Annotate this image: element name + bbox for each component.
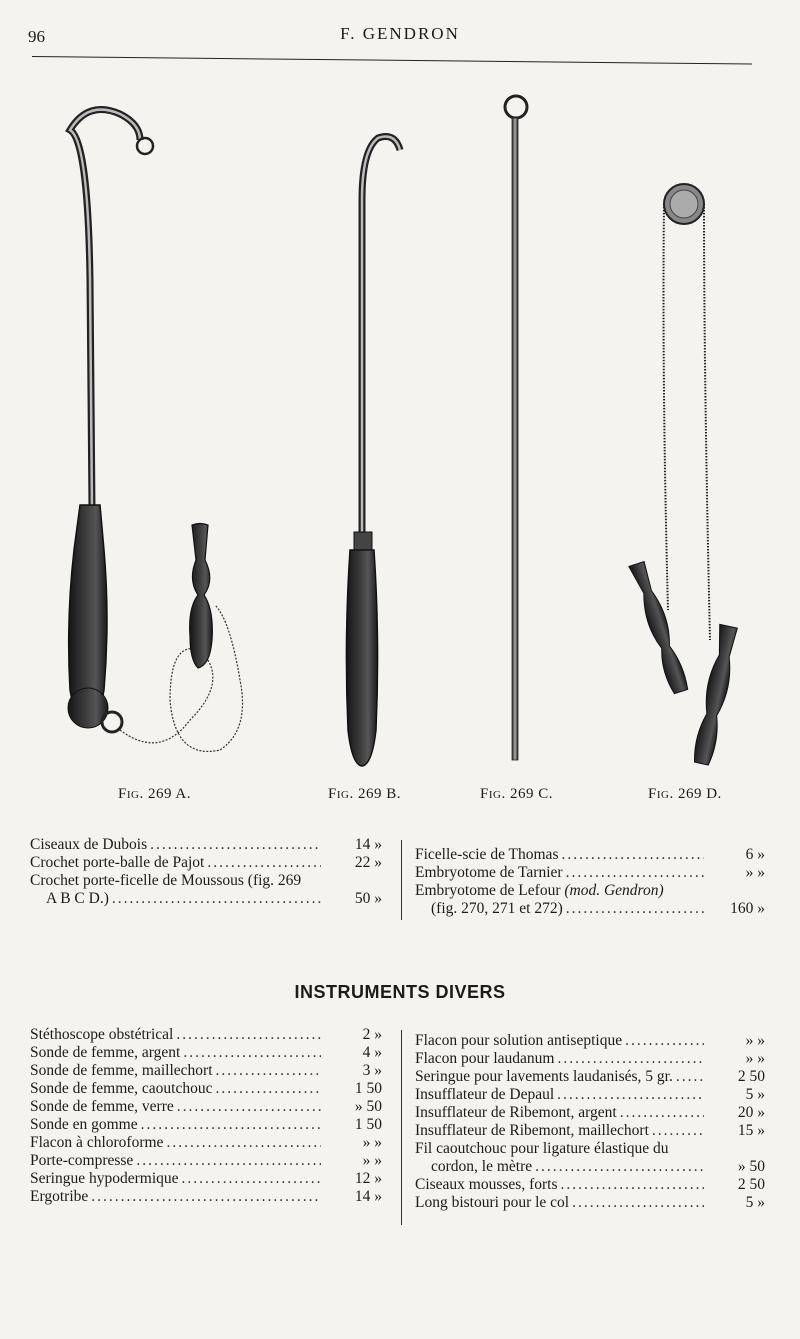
running-title: F. GENDRON bbox=[340, 24, 460, 43]
column-divider bbox=[401, 1030, 402, 1225]
list-item: cordon, le mètre ..... » 50 bbox=[415, 1158, 765, 1176]
list-item: Seringue pour lavements laudanisés, 5 gr. ..... 2 50 bbox=[415, 1068, 765, 1086]
list-item: Embryotome de Tarnier ..... » » bbox=[415, 864, 765, 882]
list-item: Crochet porte-balle de Pajot ..... 22 » bbox=[30, 854, 382, 872]
top-catalog-right bbox=[415, 846, 765, 918]
figure-caption-c: Fig. 269 C. bbox=[480, 786, 553, 802]
header-rule bbox=[32, 56, 752, 65]
list-item: Sonde de femme, argent ..... 4 » bbox=[30, 1044, 382, 1062]
list-item: A B C D.) ..... 50 » bbox=[30, 890, 382, 908]
list-item: Ciseaux mousses, forts ..... 2 50 bbox=[415, 1176, 765, 1194]
list-item: Sonde de femme, caoutchouc ..... 1 50 bbox=[30, 1080, 382, 1098]
page-number: 96 bbox=[28, 27, 45, 46]
list-item: Insufflateur de Ribemont, maillechort ..... 15 » bbox=[415, 1122, 765, 1140]
list-item: Crochet porte-ficelle de Moussous (fig. 269 bbox=[30, 872, 302, 889]
list-item: Ergotribe ..... 14 » bbox=[30, 1188, 382, 1206]
list-item: Stéthoscope obstétrical ..... 2 » bbox=[30, 1026, 382, 1044]
list-item: Embryotome de Lefour (mod. Gendron) bbox=[415, 882, 664, 899]
list-item: (fig. 270, 271 et 272) ..... 160 » bbox=[415, 900, 765, 918]
bottom-catalog-right bbox=[415, 1032, 765, 1212]
list-item: Sonde de femme, verre ..... » 50 bbox=[30, 1098, 382, 1116]
list-item: Insufflateur de Ribemont, argent ..... 20 » bbox=[415, 1104, 765, 1122]
column-divider bbox=[401, 840, 402, 920]
list-item: Sonde de femme, maillechort ..... 3 » bbox=[30, 1062, 382, 1080]
list-item: Sonde en gomme ..... 1 50 bbox=[30, 1116, 382, 1134]
probe-instrument-icon bbox=[505, 96, 527, 760]
hook-instrument-icon bbox=[68, 110, 243, 752]
list-item: Ciseaux de Dubois ..... 14 » bbox=[30, 836, 382, 854]
top-catalog-left bbox=[30, 836, 382, 908]
bottom-catalog-left bbox=[30, 1026, 382, 1206]
figure-caption-d: Fig. 269 D. bbox=[648, 786, 722, 802]
instrument-plate bbox=[0, 80, 800, 780]
list-item: Ficelle-scie de Thomas ..... 6 » bbox=[415, 846, 765, 864]
figure-caption-b: Fig. 269 B. bbox=[328, 786, 401, 802]
hook-instrument-icon bbox=[346, 137, 400, 767]
figure-caption-a: Fig. 269 A. bbox=[118, 786, 191, 802]
list-item: Flacon à chloroforme ..... » » bbox=[30, 1134, 382, 1152]
list-item: Flacon pour laudanum ..... » » bbox=[415, 1050, 765, 1068]
list-item: Flacon pour solution antiseptique ..... » » bbox=[415, 1032, 765, 1050]
list-item: Fil caoutchouc pour ligature élastique du bbox=[415, 1140, 669, 1157]
list-item: Porte-compresse ..... » » bbox=[30, 1152, 382, 1170]
list-item: Insufflateur de Depaul ..... 5 » bbox=[415, 1086, 765, 1104]
list-item: Long bistouri pour le col ..... 5 » bbox=[415, 1194, 765, 1212]
list-item: Seringue hypodermique ..... 12 » bbox=[30, 1170, 382, 1188]
section-title: INSTRUMENTS DIVERS bbox=[294, 982, 506, 1002]
wire-saw-instrument-icon bbox=[629, 184, 740, 766]
